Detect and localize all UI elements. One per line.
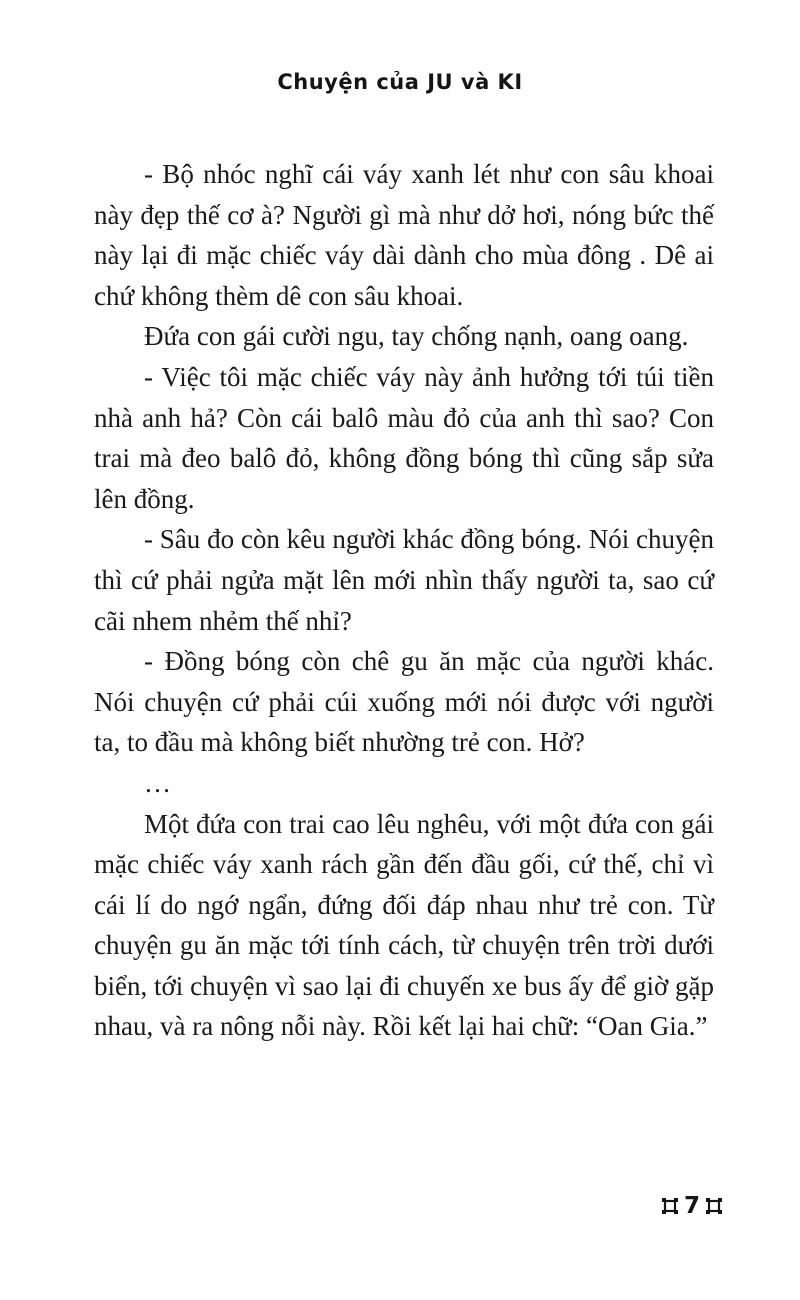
page-number: 7	[683, 1193, 700, 1219]
paragraph-5: - Đồng bóng còn chê gu ăn mặc của người khác. Nói chuyện cứ phải cúi xuống mới nói được với người ta, to đầu mà không biết nhường trẻ con. Hở?	[94, 646, 714, 758]
page-footer	[662, 1193, 722, 1219]
square-knot-ornament-icon	[706, 1198, 722, 1214]
paragraph-4: - Sâu đo còn kêu người khác đồng bóng. Nói chuyện thì cứ phải ngửa mặt lên mới nhìn thấy người ta, sao cứ cãi nhem nhẻm thế nhỉ?	[94, 524, 714, 636]
section-ellipsis: …	[144, 767, 171, 798]
running-header: Chuyện của JU và KI	[277, 70, 523, 94]
paragraph-3: - Việc tôi mặc chiếc váy này ảnh hưởng tới túi tiền nhà anh hả? Còn cái balô màu đỏ của anh thì sao? Con trai mà đeo balô đỏ, không đồng bóng thì cũng sắp sửa lên đồng.	[94, 361, 714, 514]
square-knot-ornament-icon	[662, 1198, 678, 1214]
paragraph-1: - Bộ nhóc nghĩ cái váy xanh lét như con sâu khoai này đẹp thế cơ à? Người gì mà như dở hơi, nóng bức thế này lại đi mặc chiếc váy dài dành cho mùa đông . Dê ai chứ không thèm dê con sâu khoai.	[94, 159, 714, 311]
paragraph-2: Đứa con gái cười ngu, tay chống nạnh, oang oang.	[144, 321, 689, 352]
closing-paragraph: Một đứa con trai cao lêu nghêu, với một đứa con gái mặc chiếc váy xanh rách gần đến đầu gối, cứ thế, chỉ vì cái lí do ngớ ngẩn, đứng đối đáp nhau như trẻ con. Từ chuyện gu ăn mặc tới tính cách, từ chuyện trên trời dưới biển, tới chuyện vì sao lại đi chuyến xe bus ấy để giờ gặp nhau, và ra nông nỗi này. Rồi kết lại hai chữ: “Oan Gia.”	[94, 808, 714, 1042]
body-text	[94, 154, 714, 1047]
